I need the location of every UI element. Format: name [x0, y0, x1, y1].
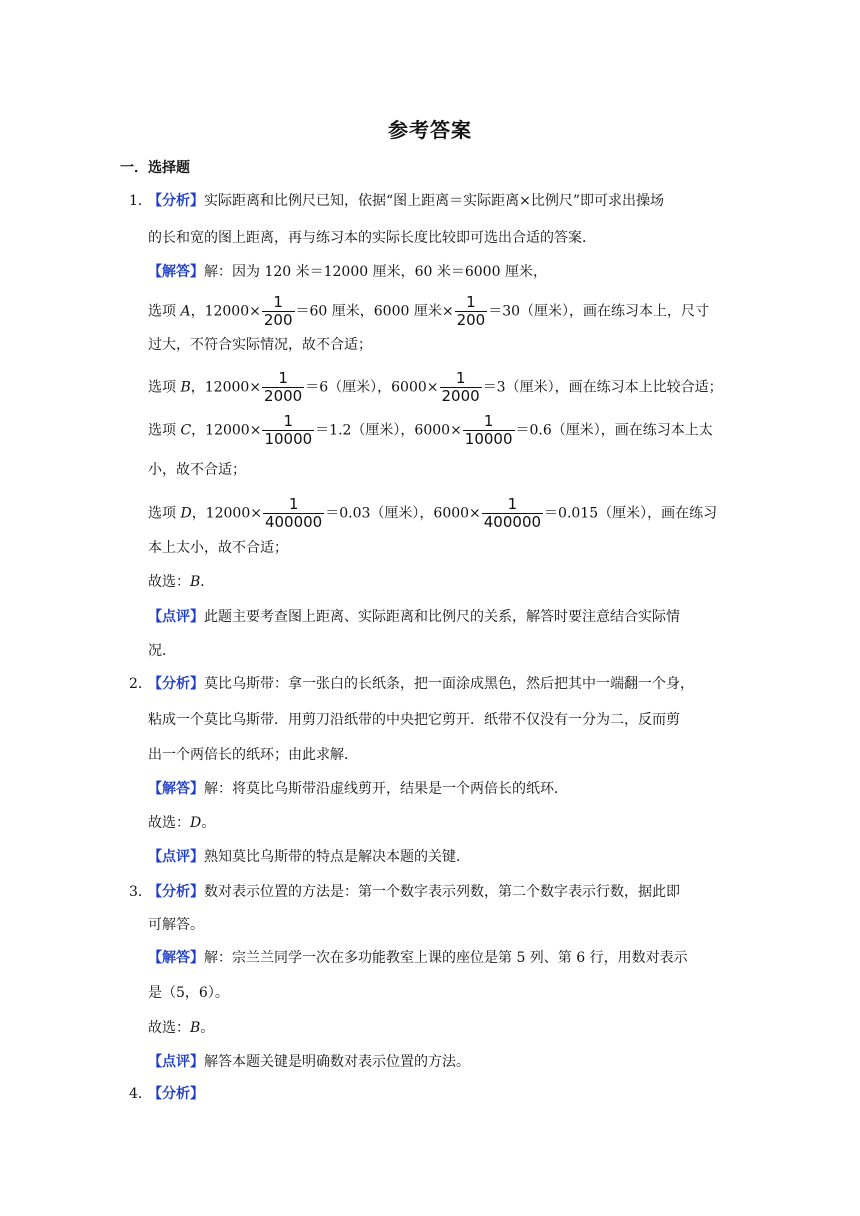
q3-comment-line-1: 【点评】解答本题关键是明确数对表示位置的方法。 [148, 1054, 470, 1070]
fraction: $\frac{1}{200}$ [456, 293, 486, 329]
q1-option-a-line: 选项 A，12000× $\frac{1}{200}$ ＝60 厘米，6000 厘米× $\frac{1}{200}$ ＝30（厘米），画在练习本上，尺寸 [148, 293, 710, 329]
question-1-number: 1． [129, 193, 152, 209]
question-4-number: 4． [129, 1086, 152, 1102]
q2-analysis-line-2: 粘成一个莫比乌斯带．用剪刀沿纸带的中央把它剪开．纸带不仅没有一分为二，反而剪 [148, 712, 680, 728]
analysis-tag: 【分析】 [148, 884, 204, 900]
q1-comment-line-1: 【点评】此题主要考查图上距离、实际距离和比例尺的关系，解答时要注意结合实际情 [148, 609, 680, 625]
analysis-tag: 【分析】 [148, 676, 204, 692]
answer-tag: 【解答】 [148, 781, 204, 797]
q1-option-d-cont: 本上太小，故不合适； [148, 540, 288, 556]
comment-tag: 【点评】 [148, 1054, 204, 1070]
q3-choice: 故选：B。 [148, 1020, 215, 1036]
page-title: 参考答案 [388, 118, 472, 142]
q2-analysis-line-3: 出一个两倍长的纸环；由此求解． [148, 747, 358, 763]
fraction: $\frac{1}{200}$ [263, 293, 293, 329]
section-heading: 一．选择题 [120, 160, 190, 176]
q3-analysis-line-2: 可解答。 [148, 917, 204, 933]
fraction: $\frac{1}{2000}$ [441, 369, 480, 405]
q2-answer-line-1: 【解答】解：将莫比乌斯带沿虚线剪开，结果是一个两倍长的纸环． [148, 781, 568, 797]
answer-tag: 【解答】 [148, 950, 204, 966]
q1-choice: 故选：B． [148, 574, 215, 590]
q3-analysis-line-1: 【分析】数对表示位置的方法是：第一个数字表示列数，第二个数字表示行数，据此即 [148, 884, 680, 900]
comment-tag: 【点评】 [148, 609, 204, 625]
answer-tag: 【解答】 [148, 264, 204, 280]
comment-tag: 【点评】 [148, 849, 204, 865]
analysis-tag: 【分析】 [148, 193, 204, 209]
q2-comment-line-1: 【点评】熟知莫比乌斯带的特点是解决本题的关键． [148, 849, 470, 865]
analysis-tag: 【分析】 [148, 1086, 204, 1102]
q1-option-a-cont: 过大，不符合实际情况，故不合适； [148, 337, 372, 353]
question-2-number: 2． [129, 676, 152, 692]
fraction: $\frac{1}{400000}$ [483, 495, 542, 531]
q3-answer-line-1: 【解答】解：宗兰兰同学一次在多功能教室上课的座位是第 5 列、第 6 行，用数对表示 [148, 950, 688, 966]
q1-answer-line-1: 【解答】解：因为 120 米＝12000 厘米，60 米＝6000 厘米， [148, 264, 547, 280]
q3-answer-line-2: 是（5，6）。 [148, 985, 229, 1001]
q1-option-b-line: 选项 B，12000× $\frac{1}{2000}$ ＝6（厘米），6000× $\frac{1}{2000}$ ＝3（厘米），画在练习本上比较合适； [148, 369, 723, 405]
q2-analysis-line-1: 【分析】莫比乌斯带：拿一张白的长纸条，把一面涂成黑色，然后把其中一端翻一个身， [148, 676, 694, 692]
q2-choice: 故选：D。 [148, 815, 216, 831]
fraction: $\frac{1}{2000}$ [264, 369, 303, 405]
q1-analysis-line-1: 【分析】实际距离和比例尺已知，依据“图上距离＝实际距离×比例尺”即可求出操场 [148, 193, 665, 209]
fraction: $\frac{1}{10000}$ [264, 412, 313, 448]
q1-option-c-cont: 小，故不合适； [148, 462, 246, 478]
fraction: $\frac{1}{10000}$ [464, 412, 513, 448]
q4-analysis-line-1 [148, 1084, 204, 1104]
question-3-number: 3． [129, 884, 152, 900]
q1-option-c-line: 选项 C，12000× $\frac{1}{10000}$ ＝1.2（厘米），6000× $\frac{1}{10000}$ ＝0.6（厘米），画在练习本上太 [148, 412, 713, 448]
q1-option-d-line: 选项 D，12000× $\frac{1}{400000}$ ＝0.03（厘米），6000× $\frac{1}{400000}$ ＝0.015（厘米），画在练习 [148, 495, 718, 531]
q1-analysis-line-2: 的长和宽的图上距离，再与练习本的实际长度比较即可选出合适的答案． [148, 230, 596, 246]
q1-comment-line-2: 况． [148, 643, 176, 659]
fraction: $\frac{1}{400000}$ [264, 495, 323, 531]
